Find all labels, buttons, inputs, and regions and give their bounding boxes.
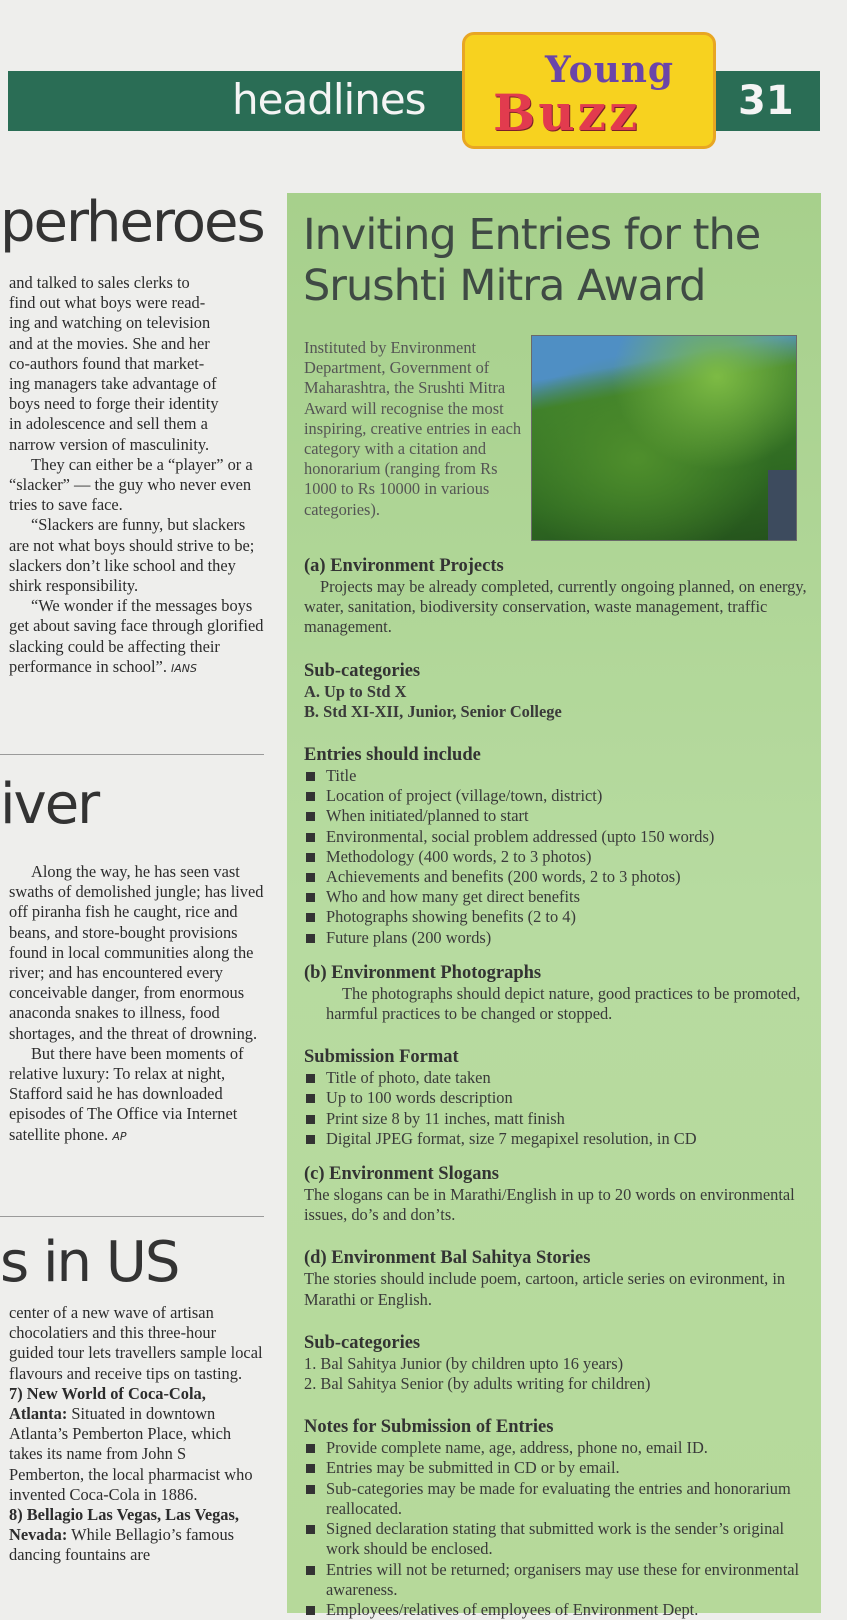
list-item: Entries will not be returned; organisers may use these for environmental awareness. (304, 1560, 816, 1600)
panel-content (304, 555, 816, 1620)
story1-line: find out what boys were read- (9, 293, 206, 313)
bullet-square-icon (306, 792, 315, 801)
section-a-title: (a) Environment Projects (304, 556, 504, 576)
story1-credit: IANS (171, 661, 198, 675)
bullet-square-icon (306, 1464, 315, 1473)
list-item: Environmental, social problem addressed (upto 150 words) (304, 827, 816, 847)
list-item: Location of project (village/town, district) (304, 786, 816, 806)
list-item: Photographs showing benefits (2 to 4) (304, 907, 816, 927)
section-c-text: The slogans can be in Marathi/English in up to 20 words on environmental issues, do’s and don’ts. (304, 1185, 795, 1225)
list-item: When initiated/planned to start (304, 806, 816, 826)
photo-shadow (768, 470, 796, 540)
panel-title: Inviting Entries for the Srushti Mitra Award (303, 210, 761, 311)
entries-list (304, 766, 816, 948)
story2-body (9, 862, 264, 1147)
list-item: Entries may be submitted in CD or by email. (304, 1458, 816, 1478)
story1-line: and at the movies. She and her (9, 333, 210, 353)
item8-title: 8) Bellagio Las Vegas, Las Vegas, Nevada: (9, 1505, 239, 1545)
story2-para (9, 1044, 264, 1147)
subcategory-junior: 1. Bal Sahitya Junior (by children upto 16 years) (304, 1353, 624, 1373)
bullet-square-icon (306, 1115, 315, 1124)
story1-body (9, 273, 264, 679)
section-d-title: (d) Environment Bal Sahitya Stories (304, 1248, 591, 1269)
story1-para (9, 596, 264, 679)
column-rule (0, 1216, 264, 1217)
section-b-title: (b) Environment Photographs (304, 962, 542, 983)
story1-line: ing managers take advantage of (9, 374, 217, 394)
logo-young-text: Young (545, 49, 675, 91)
story1-line: and talked to sales clerks to (9, 273, 190, 292)
forest-photo (531, 335, 797, 541)
subcategories-2-title: Sub-categories (304, 1332, 421, 1353)
story1-line: boys need to forge their identity (9, 394, 219, 414)
bullet-square-icon (306, 1566, 315, 1575)
page-number: 31 (738, 78, 794, 124)
story1-headline: perheroes (0, 190, 264, 255)
story2-credit: AP (112, 1129, 127, 1143)
story2-para: Along the way, he has seen vast swaths of demolished jungle; has lived off piranha fish he caught, rice and beans, and store-bought provisions found in local communities along the river; and has encountered every conceivable danger, from enormous anaconda snakes to illness, food shortages, and the threat of drowning. (9, 862, 264, 1043)
list-item: Signed declaration stating that submitted work is the sender’s original work should be enclosed. (304, 1519, 816, 1559)
section-a-text: Projects may be already completed, currently ongoing planned, on energy, water, sanitation, biodiversity conservation, waste management, traffic management. (304, 577, 807, 637)
story1-line: narrow version of masculinity. (9, 434, 210, 454)
bullet-square-icon (306, 1485, 315, 1494)
bullet-square-icon (306, 893, 315, 902)
subcategory-a: A. Up to Std X (304, 681, 407, 701)
column-rule (0, 754, 264, 755)
subcategory-b: B. Std XI-XII, Junior, Senior College (304, 701, 562, 721)
bullet-square-icon (306, 833, 315, 842)
story3-item-8 (9, 1505, 264, 1566)
list-item: Who and how many get direct benefits (304, 887, 816, 907)
story3-body (9, 1303, 264, 1566)
item8-text: While Bellagio’s famous dancing fountains are (9, 1525, 235, 1565)
bullet-square-icon (306, 873, 315, 882)
panel-intro: Instituted by Environment Department, Government of Maharashtra, the Srushti Mitra Award will recognise the most inspiring, creative entries in each category with a citation and honorarium (ranging from Rs 1000 to Rs 10000 in various categories). (304, 338, 522, 519)
bullet-square-icon (306, 1074, 315, 1083)
list-item: Employees/relatives of employees of Environment Dept. (304, 1600, 816, 1620)
bullet-square-icon (306, 1525, 315, 1534)
section-c-title: (c) Environment Slogans (304, 1164, 499, 1185)
subcategories-title: Sub-categories (304, 660, 421, 681)
list-item: Title (304, 766, 816, 786)
bullet-square-icon (306, 1135, 315, 1144)
bullet-square-icon (306, 1094, 315, 1103)
list-item: Print size 8 by 11 inches, matt finish (304, 1109, 816, 1129)
list-item: Achievements and benefits (200 words, 2 to 3 photos) (304, 867, 816, 887)
bullet-square-icon (306, 853, 315, 862)
bullet-square-icon (306, 812, 315, 821)
bullet-square-icon (306, 1444, 315, 1453)
story1-para: “Slackers are funny, but slackers are not what boys should strive to be; slackers don’t like school and they shirk responsibility. (9, 515, 255, 596)
story3-headline: s in US (0, 1230, 179, 1295)
bullet-square-icon (306, 772, 315, 781)
subcategory-senior: 2. Bal Sahitya Senior (by adults writing for children) (304, 1374, 651, 1394)
entries-title: Entries should include (304, 745, 481, 766)
section-d-text: The stories should include poem, cartoon, article series on evironment, in Marathi or English. (304, 1269, 786, 1309)
list-item: Up to 100 words description (304, 1088, 816, 1108)
story1-line: ing and watching on television (9, 313, 211, 333)
item7-text: Situated in downtown Atlanta’s Pemberton Place, which takes its name from John S Pemberton, the local pharmacist who invented Coca-Cola in 1886. (9, 1404, 253, 1504)
list-item: Methodology (400 words, 2 to 3 photos) (304, 847, 816, 867)
section-name: headlines (232, 75, 426, 124)
list-item: Title of photo, date taken (304, 1068, 816, 1088)
bullet-square-icon (306, 934, 315, 943)
young-buzz-logo (462, 32, 716, 149)
story1-line: in adolescence and sell them a (9, 414, 208, 434)
bullet-square-icon (306, 913, 315, 922)
story1-line: co-authors found that market- (9, 353, 205, 373)
story2-text: But there have been moments of relative luxury: To relax at night, Stafford said he has downloaded episodes of The Office via Internet satellite phone. (9, 1043, 244, 1144)
list-item: Sub-categories may be made for evaluating the entries and honorarium reallocated. (304, 1479, 816, 1519)
story2-headline: iver (0, 772, 99, 837)
notes-list (304, 1438, 816, 1620)
section-b-text: The photographs should depict nature, good practices to be promoted, harmful practices to be changed or stopped. (326, 983, 801, 1024)
list-item: Provide complete name, age, address, phone no, email ID. (304, 1438, 816, 1458)
list-item: Future plans (200 words) (304, 928, 816, 948)
bullet-square-icon (306, 1606, 315, 1615)
list-item: Digital JPEG format, size 7 megapixel resolution, in CD (304, 1129, 816, 1149)
item7-title: 7) New World of Coca-Cola, Atlanta: (9, 1383, 206, 1424)
story1-para: They can either be a “player” or a “slacker” — the guy who never even tries to save face. (9, 454, 253, 515)
format-title: Submission Format (304, 1047, 459, 1068)
notes-title: Notes for Submission of Entries (304, 1417, 554, 1438)
logo-buzz-text: Buzz (493, 83, 641, 142)
story1-quote: “We wonder if the messages boys get about saving face through glorified slacking could be affecting their performance in school”. (9, 596, 264, 676)
format-list (304, 1068, 816, 1149)
story3-para: center of a new wave of artisan chocolatiers and this three-hour guided tour lets travellers sample local flavours and receive tips on tasting. (9, 1303, 263, 1383)
story3-item-7 (9, 1384, 264, 1505)
